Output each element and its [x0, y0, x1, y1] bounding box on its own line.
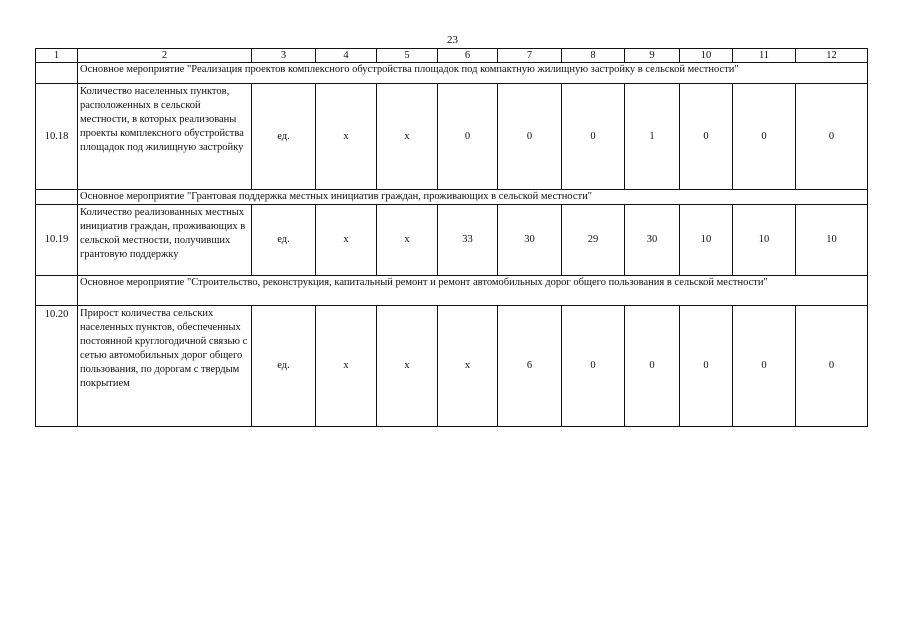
value-cell: 30 [498, 205, 562, 276]
row-number: 10.20 [36, 306, 78, 427]
indicator-name: Количество населенных пунктов, расположенных в сельской местности, в которых реализованы проекты комплексного обустройства площадок под жилищную застройку [78, 84, 252, 190]
row-number: 10.19 [36, 205, 78, 276]
value-cell: 10 [796, 205, 868, 276]
section-num-cell [36, 63, 78, 84]
value-cell: 0 [625, 306, 680, 427]
table-row [36, 306, 868, 427]
column-header: 7 [498, 49, 562, 63]
value-cell: х [377, 205, 438, 276]
value-cell: х [377, 306, 438, 427]
section-num-cell [36, 190, 78, 205]
value-cell: 10 [680, 205, 733, 276]
value-cell: 0 [562, 84, 625, 190]
column-header: 3 [252, 49, 316, 63]
column-header: 11 [733, 49, 796, 63]
value-cell: 1 [625, 84, 680, 190]
unit-cell: ед. [252, 306, 316, 427]
section-title: Основное мероприятие "Грантовая поддержка местных инициатив граждан, проживающих в сельской местности" [78, 190, 868, 205]
value-cell: 6 [498, 306, 562, 427]
column-header: 12 [796, 49, 868, 63]
column-header: 10 [680, 49, 733, 63]
value-cell: х [316, 306, 377, 427]
value-cell: 30 [625, 205, 680, 276]
value-cell: 0 [733, 84, 796, 190]
indicator-name: Прирост количества сельских населенных пунктов, обеспеченных постоянной круглогодичной связью с сетью автомобильных дорог общего пользования, по дорогам с твердым покрытием [78, 306, 252, 427]
unit-cell: ед. [252, 84, 316, 190]
value-cell: 0 [438, 84, 498, 190]
indicators-table [35, 48, 868, 427]
unit-cell: ед. [252, 205, 316, 276]
indicator-name: Количество реализованных местных инициатив граждан, проживающих в сельской местности, получивших грантовую поддержку [78, 205, 252, 276]
column-header: 5 [377, 49, 438, 63]
value-cell: 0 [796, 84, 868, 190]
value-cell: х [377, 84, 438, 190]
row-number: 10.18 [36, 84, 78, 190]
value-cell: х [316, 205, 377, 276]
column-header: 8 [562, 49, 625, 63]
table-row [36, 84, 868, 190]
value-cell: 0 [796, 306, 868, 427]
value-cell: 29 [562, 205, 625, 276]
value-cell: 0 [680, 84, 733, 190]
value-cell: 10 [733, 205, 796, 276]
column-header: 4 [316, 49, 377, 63]
value-cell: 33 [438, 205, 498, 276]
section-row [36, 63, 868, 84]
column-header: 9 [625, 49, 680, 63]
value-cell: 0 [562, 306, 625, 427]
column-header: 1 [36, 49, 78, 63]
value-cell: 0 [680, 306, 733, 427]
section-title: Основное мероприятие "Реализация проектов комплексного обустройства площадок под компактную жилищную застройку в сельской местности" [78, 63, 868, 84]
value-cell: х [316, 84, 377, 190]
column-number-row [36, 49, 868, 63]
section-num-cell [36, 276, 78, 306]
table-row [36, 205, 868, 276]
page-number: 23 [447, 34, 458, 46]
section-title: Основное мероприятие "Строительство, реконструкция, капитальный ремонт и ремонт автомобильных дорог общего пользования в сельской местности" [78, 276, 868, 306]
column-header: 6 [438, 49, 498, 63]
section-row [36, 190, 868, 205]
column-header: 2 [78, 49, 252, 63]
value-cell: 0 [733, 306, 796, 427]
section-row [36, 276, 868, 306]
value-cell: х [438, 306, 498, 427]
value-cell: 0 [498, 84, 562, 190]
